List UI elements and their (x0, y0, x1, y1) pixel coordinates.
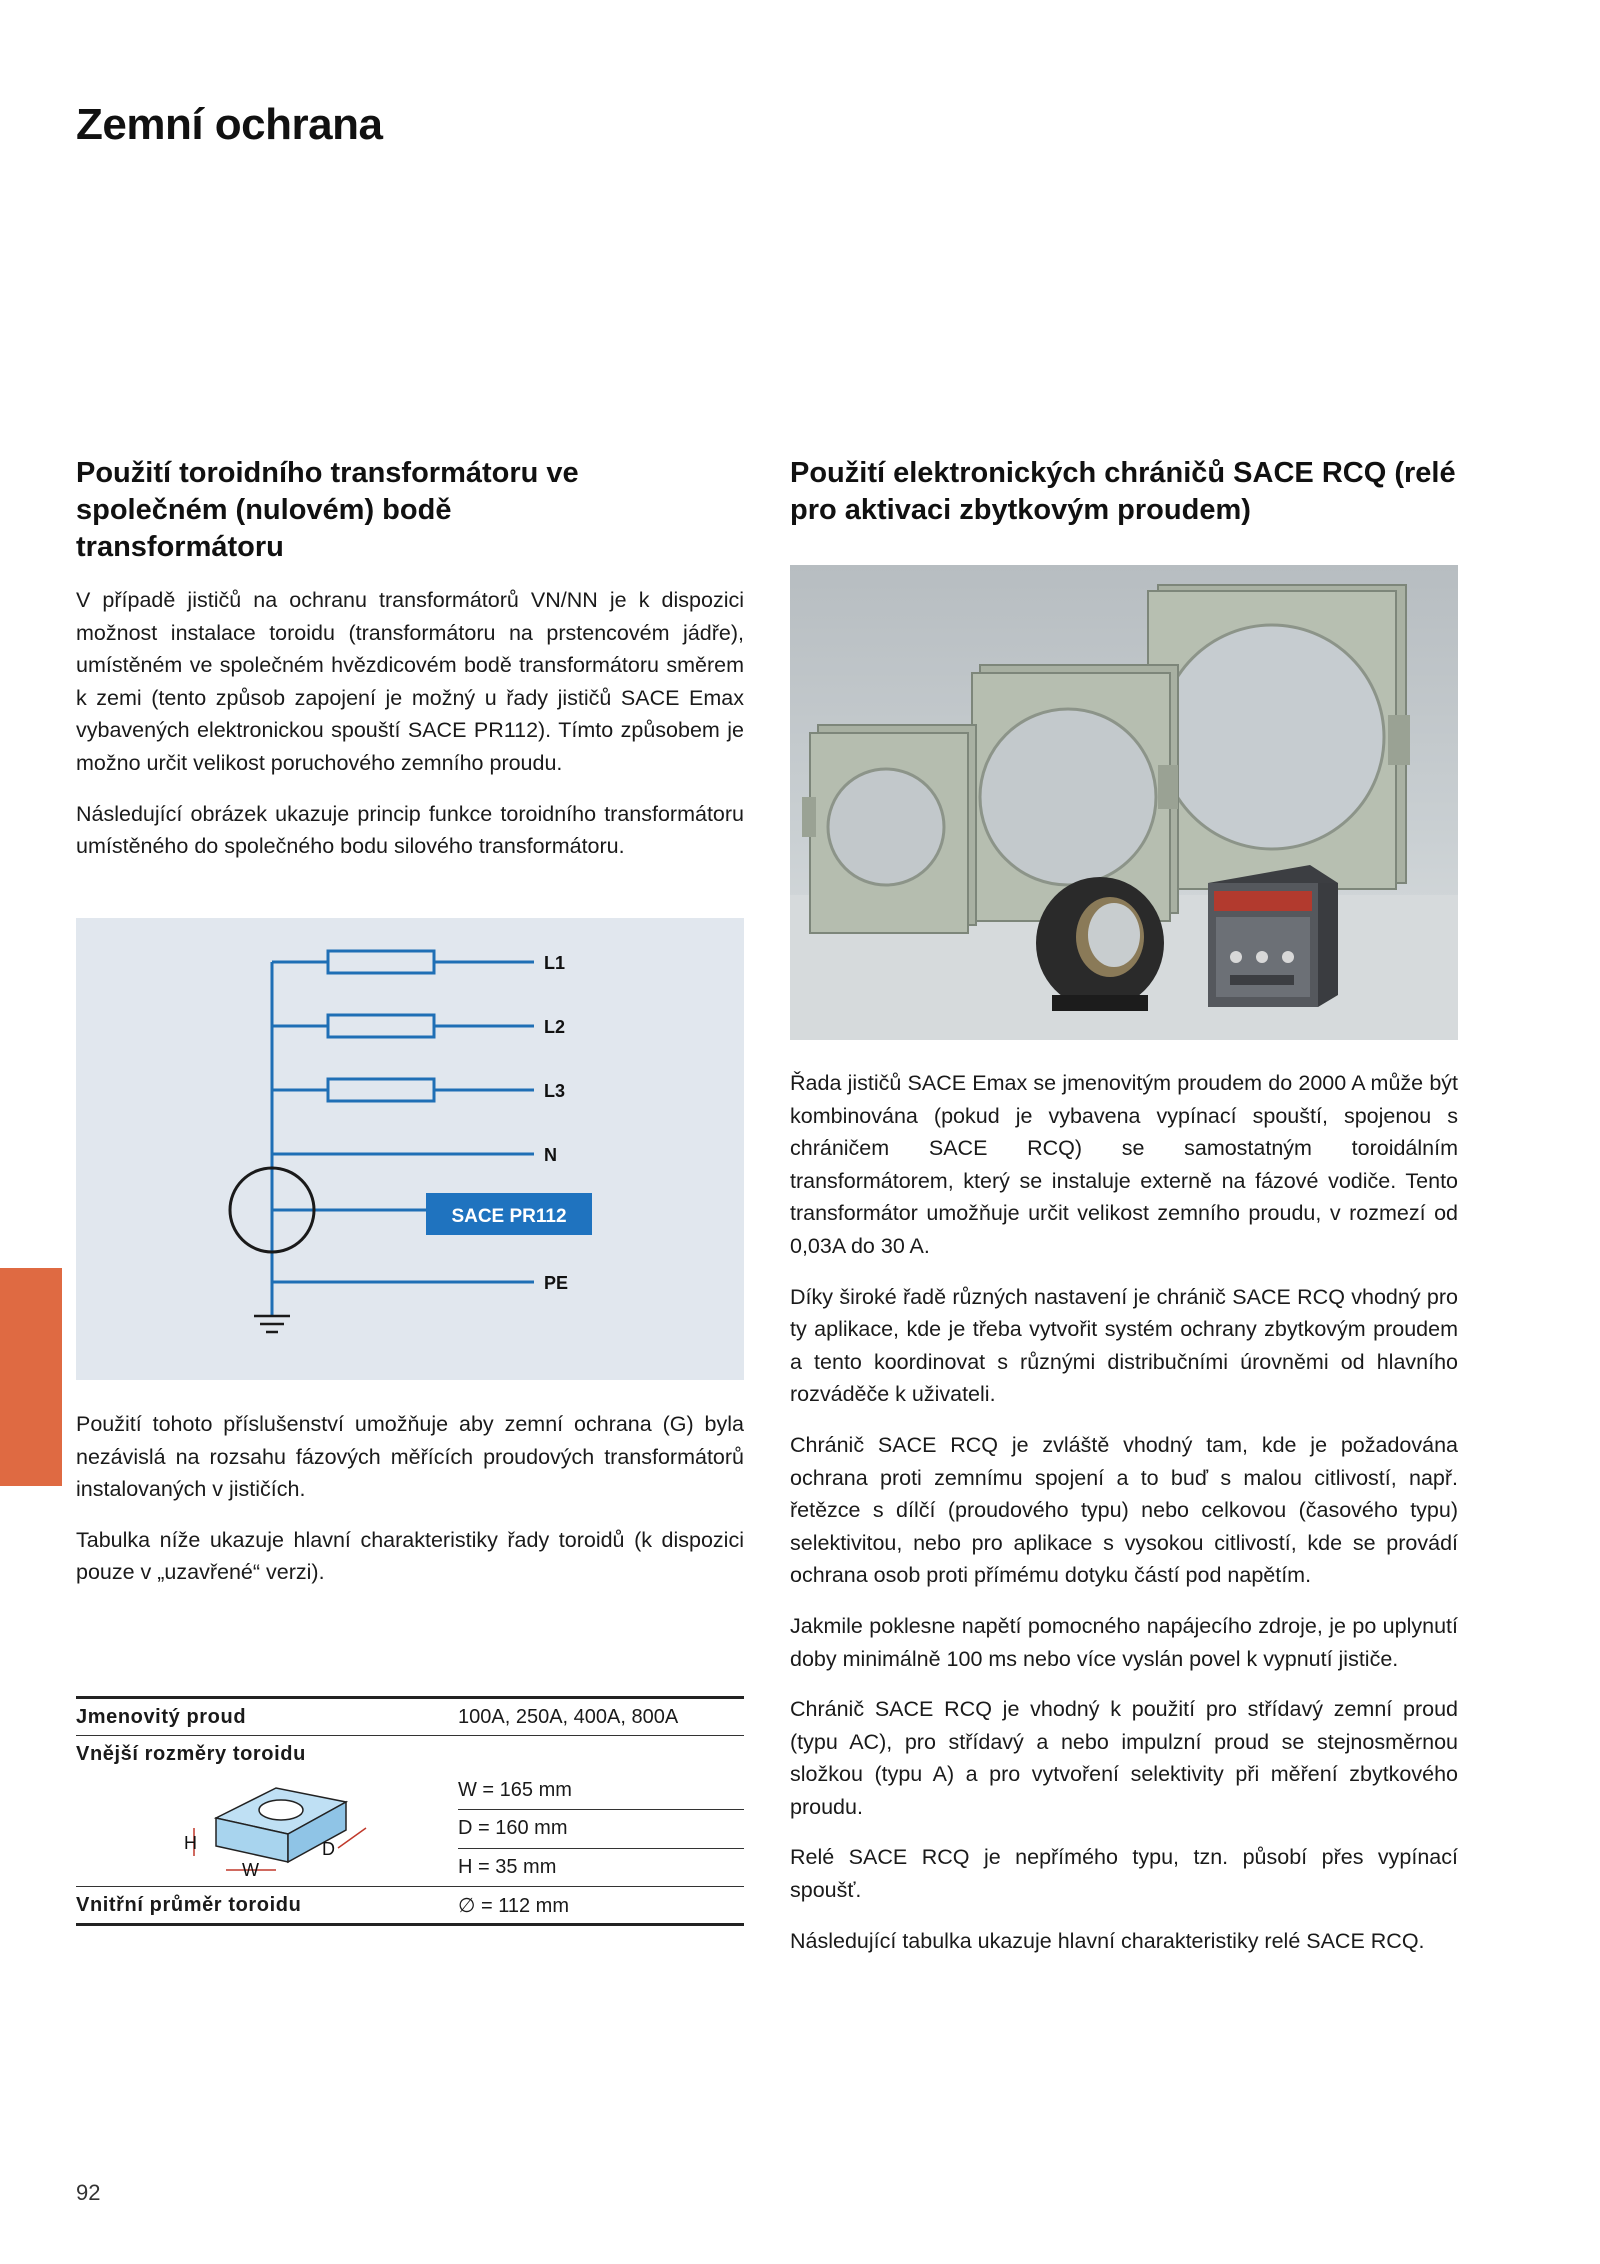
label-l3: L3 (544, 1081, 566, 1101)
w-value: W = 165 mm (458, 1772, 744, 1810)
outer-dim-label: Vnější rozměry toroidu (76, 1742, 306, 1765)
rated-current-label: Jmenovitý proud (76, 1698, 458, 1736)
left-paragraph-4: Tabulka níže ukazuje hlavní charakteristiky řady toroidů (k dispozici pouze v „uzavřené“ verzi). (76, 1527, 744, 1585)
inner-diam-label: Vnitřní průměr toroidu (76, 1887, 458, 1925)
h-value: H = 35 mm (458, 1848, 744, 1886)
device-label: SACE PR112 (451, 1206, 567, 1227)
right-heading: Použití elektronických chráničů SACE RCQ (relé pro aktivaci zbytkovým proudem) (790, 457, 1456, 526)
label-l2: L2 (544, 1017, 566, 1037)
toroid-figure-cell (76, 1772, 458, 1887)
right-paragraph-5: Chránič SACE RCQ je vhodný k použití pro střídavý zemní proud (typu AC), pro střídavý a nebo impulzní proud se stejnosměrnou složkou (typu A) a pro vytvoření selektivity při měření zbytkového proudu. (790, 1697, 1458, 1819)
left-paragraph-1: V případě jističů na ochranu transformátorů VN/NN je k dispozici možnost instalace toroidu (transformátoru na prstencovém jádře), umístěném ve společném hvězdicovém bodě transformátoru směrem k zemi (tento způsob zapojení je možný u řady jističů SACE Emax vybavených elektronickou spouští SACE PR112). Tímto způsobem je možno určit velikost poruchového zemního proudu. (76, 588, 744, 775)
side-tab-marker (0, 1268, 62, 1486)
product-photo (790, 565, 1458, 1040)
rated-current-value: 100A, 250A, 400A, 800A (458, 1698, 744, 1736)
page-number: 92 (76, 2180, 101, 2205)
right-paragraph-4: Jakmile poklesne napětí pomocného napájecího zdroje, je po uplynutí doby minimálně 100 ms nebo více vyslán povel k vypnutí jističe. (790, 1613, 1458, 1671)
impedance-l1 (328, 951, 434, 973)
left-column-lower (76, 1408, 744, 1607)
d-value: D = 160 mm (458, 1810, 744, 1848)
label-n: N (544, 1145, 557, 1165)
left-column (76, 455, 744, 881)
left-paragraph-2: Následující obrázek ukazuje princip funkce toroidního transformátoru umístěného do společného bodu silového transformátoru. (76, 801, 744, 859)
left-heading: Použití toroidního transformátoru ve společném (nulovém) bodě transformátoru (76, 457, 579, 563)
inner-diam-value: ∅ = 112 mm (458, 1887, 744, 1925)
impedance-l2 (328, 1015, 434, 1037)
page-title: Zemní ochrana (76, 100, 383, 149)
toroid-dimension-figure (76, 1772, 458, 1880)
right-paragraph-7: Následující tabulka ukazuje hlavní charakteristiky relé SACE RCQ. (790, 1928, 1425, 1953)
left-paragraph-3: Použití tohoto příslušenství umožňuje aby zemní ochrana (G) byla nezávislá na rozsahu fázových měřících proudových transformátorů instalovaných v jističích. (76, 1412, 744, 1502)
toroid-wiring-diagram (76, 918, 744, 1380)
figure-label-w: W (242, 1860, 259, 1880)
rcq-relay-unit (1208, 865, 1338, 1007)
toroid-spec-table (76, 1696, 744, 1926)
wiring-diagram-svg (76, 918, 744, 1380)
right-column-lower (790, 1067, 1458, 1975)
right-paragraph-3: Chránič SACE RCQ je zvláště vhodný tam, kde je požadována ochrana proti zemnímu spojení a to buď s malou citlivostí, např. řetězce s dílčí (proudového typu) nebo celkovou (časového typu) selektivitou, nebo pro aplikace s vysokou citlivostí, kde se provádí ochrana osob proti přímému dotyku částí pod napětím. (790, 1432, 1458, 1588)
figure-label-d: D (322, 1839, 335, 1859)
small-toroid-frame (802, 725, 976, 933)
right-column (790, 455, 1458, 547)
impedance-l3 (328, 1079, 434, 1101)
label-pe: PE (544, 1273, 569, 1293)
toroid-hole (259, 1800, 303, 1820)
right-paragraph-1: Řada jističů SACE Emax se jmenovitým proudem do 2000 A může být kombinována (pokud je vybavena vypínací spouští, spojenou s chráničem SACE RCQ) se samostatným toroidálním transformátorem, který se instaluje externě na fázové vodiče. Tento transformátor umožňuje určit velikost zemního proudu, v rozmezí od 0,03A do 30 A. (790, 1071, 1458, 1258)
right-paragraph-6: Relé SACE RCQ je nepřímého typu, tzn. působí přes vypínací spoušť. (790, 1845, 1458, 1903)
figure-label-h: H (184, 1833, 197, 1853)
product-photo-illustration (790, 565, 1458, 1040)
right-paragraph-2: Díky široké řadě různých nastavení je chránič SACE RCQ vhodný pro ty aplikace, kde je třeba vytvořit systém ochrany zbytkovým proudem a tento koordinovat s různými distribučními úrovněmi od hlavního rozváděče k uživateli. (790, 1284, 1458, 1407)
large-toroid-frame (1148, 585, 1410, 889)
label-l1: L1 (544, 953, 566, 973)
